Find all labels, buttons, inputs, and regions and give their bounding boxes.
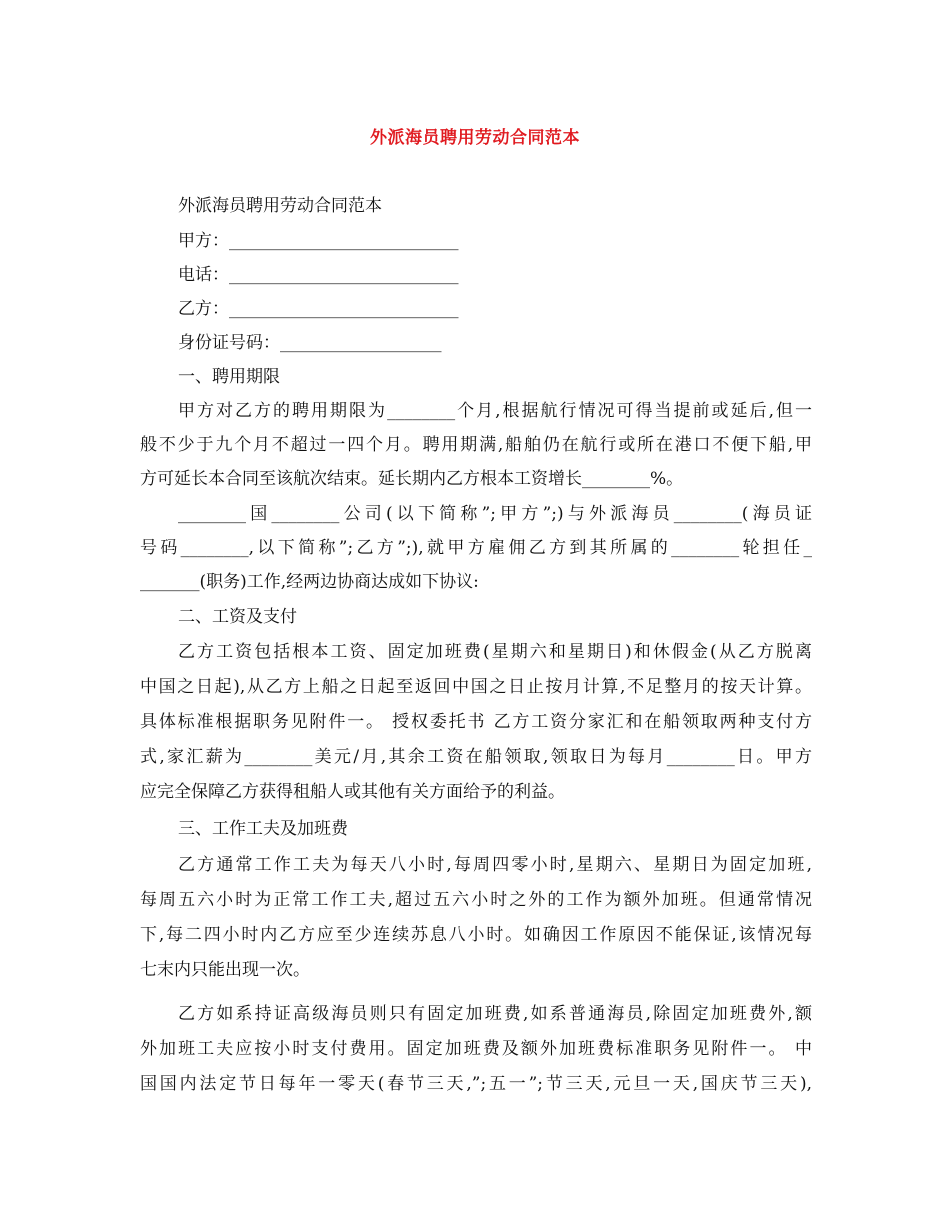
paragraph-line: 七末内只能出现一次。 — [140, 960, 310, 980]
paragraph-line: 应完全保障乙方获得租船人或其他有关方面给予的利益。 — [140, 782, 565, 802]
paragraph-line: 下,每二四小时内乙方应至少连续苏息八小时。如确因工作原因不能保证,该情况每 — [140, 925, 812, 945]
party-a-field: 甲方：___________________________ — [178, 231, 459, 251]
paragraph-line: 般不少于九个月不超过一四个月。聘用期满,船舶仍在航行或所在港口不便下船,甲 — [140, 435, 812, 455]
section-heading-salary: 二、工资及支付 — [178, 607, 297, 627]
paragraph-line: 乙方工资包括根本工资、固定加班费(星期六和星期日)和休假金(从乙方脱离 — [178, 642, 812, 662]
paragraph-line: 乙方通常工作工夫为每天八小时,每周四零小时,星期六、星期日为固定加班, — [178, 855, 812, 875]
document-title: 外派海员聘用劳动合同范本 — [370, 128, 580, 148]
document-subtitle: 外派海员聘用劳动合同范本 — [178, 196, 382, 216]
paragraph-line: 式,家汇薪为________美元/月,其余工资在船领取,领取日为每月________日。甲方 — [140, 747, 812, 767]
paragraph-line: 号码________,以下简称”;乙方”;),就甲方雇佣乙方到其所属的________轮担任_ — [140, 538, 812, 558]
paragraph-line: 方可延长本合同至该航次结束。延长期内乙方根本工资增长________%。 — [140, 469, 684, 489]
paragraph-line: 每周五六小时为正常工作工夫,超过五六小时之外的工作为额外加班。但通常情况 — [140, 890, 812, 910]
paragraph-line: ________国________公司(以下简称”;甲方”;)与外派海员________(海员证 — [178, 504, 812, 524]
section-heading-hours: 三、工作工夫及加班费 — [178, 819, 348, 839]
paragraph-line: 乙方如系持证高级海员则只有固定加班费,如系普通海员,除固定加班费外,额 — [178, 1004, 812, 1024]
paragraph-line: 中国之日起),从乙方上船之日起至返回中国之日止按月计算,不足整月的按天计算。 — [140, 677, 812, 697]
paragraph-line: 外加班工夫应按小时支付费用。固定加班费及额外加班费标准职务见附件一。 中 — [140, 1039, 812, 1059]
paragraph-line: 甲方对乙方的聘用期限为________个月,根据航行情况可得当提前或延后,但一 — [178, 401, 812, 421]
party-b-field: 乙方：___________________________ — [178, 299, 459, 319]
paragraph-line: 国国内法定节日每年一零天(春节三天,”;五一”;节三天,元旦一天,国庆节三天), — [140, 1074, 812, 1094]
phone-field: 电话：___________________________ — [178, 265, 459, 285]
id-number-field: 身份证号码：___________________ — [178, 333, 442, 353]
paragraph-line: 具体标准根据职务见附件一。 授权委托书 乙方工资分家汇和在船领取两种支付方 — [140, 712, 812, 732]
section-heading-term: 一、聘用期限 — [178, 367, 280, 387]
paragraph-line: _______(职务)工作,经两边协商达成如下协议: — [140, 572, 479, 592]
